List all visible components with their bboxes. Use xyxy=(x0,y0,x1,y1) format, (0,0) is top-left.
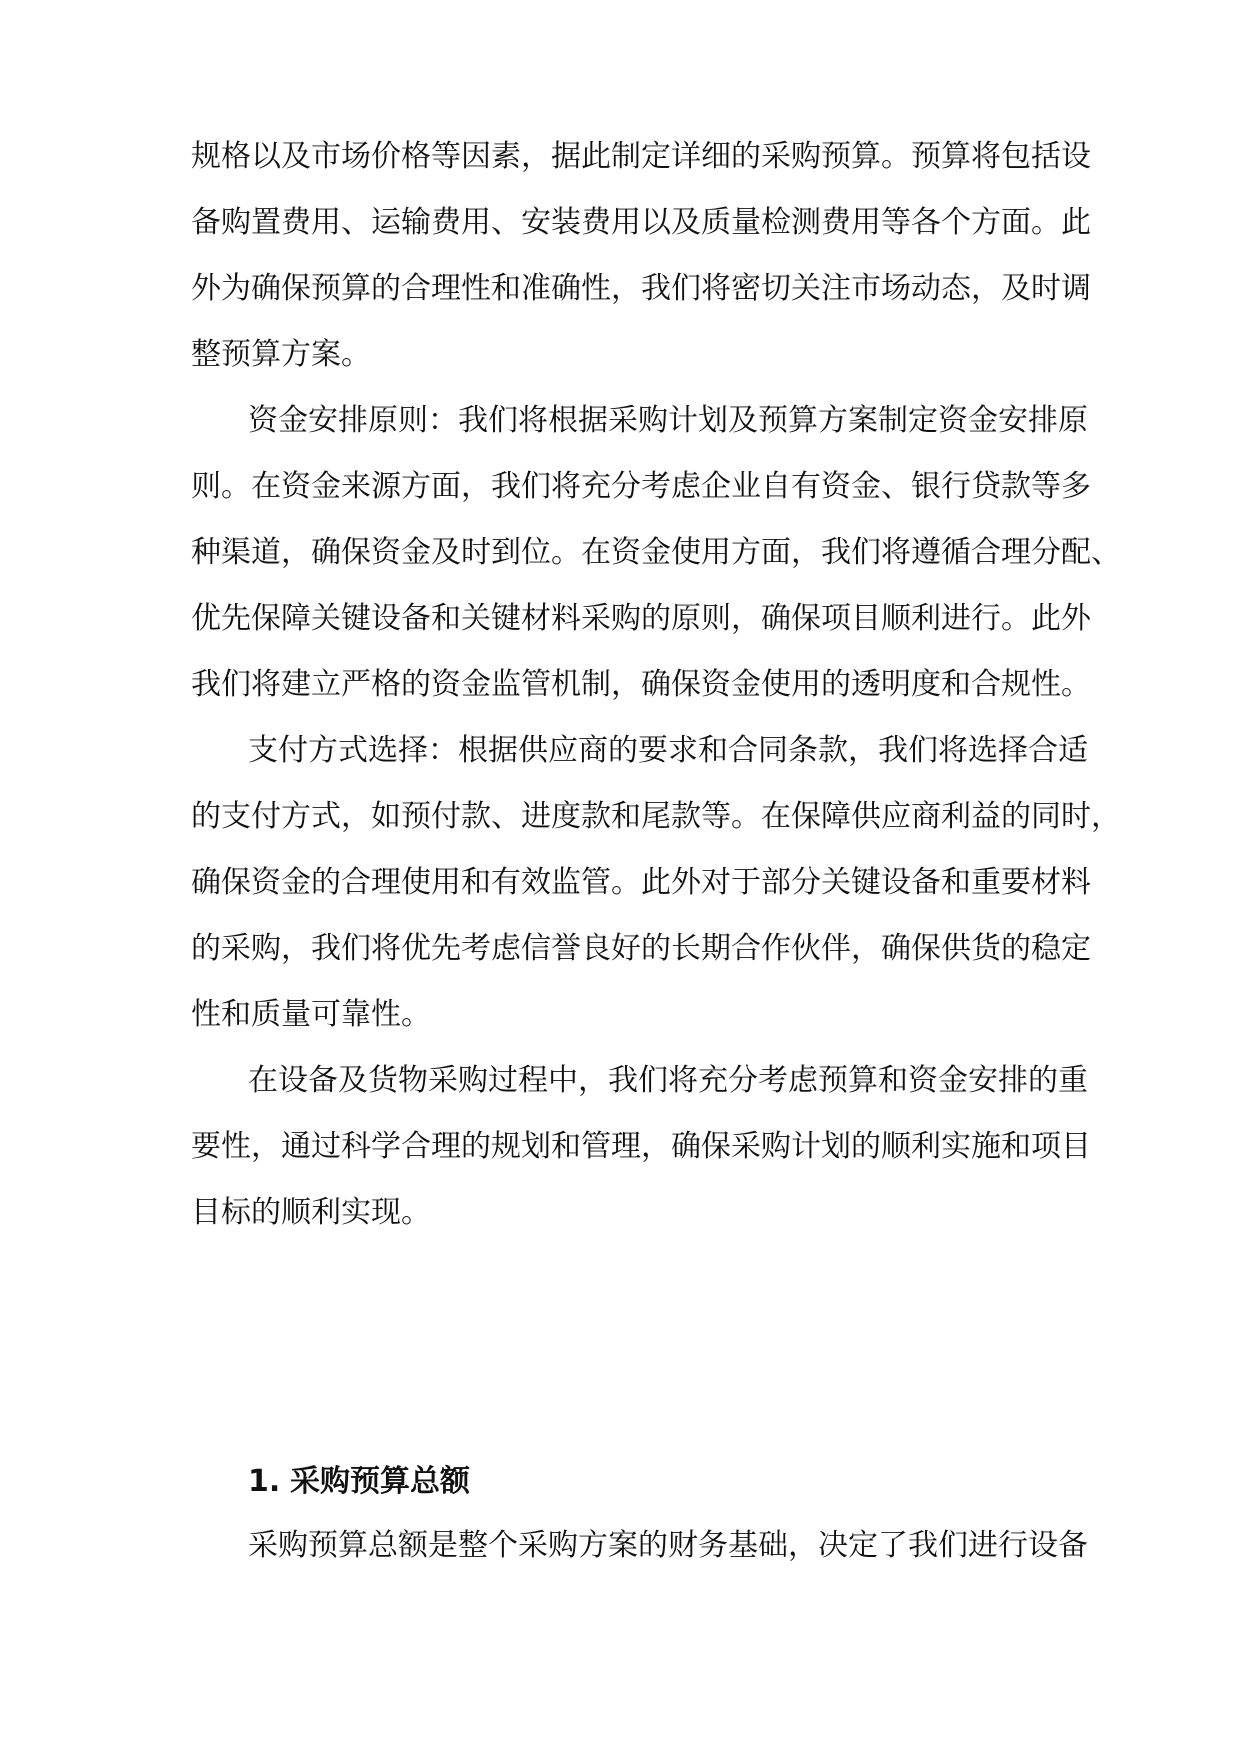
paragraph-3-line-5: 性和质量可靠性。 xyxy=(191,997,431,1032)
paragraph-3-line-4: 的采购，我们将优先考虑信誉良好的长期合作伙伴，确保供货的稳定 xyxy=(191,931,1091,966)
section-heading-title: 采购预算总额 xyxy=(290,1464,470,1499)
paragraph-1-line-4: 整预算方案。 xyxy=(191,337,371,372)
paragraph-1-line-1: 规格以及市场价格等因素，据此制定详细的采购预算。预算将包括设 xyxy=(191,139,1091,174)
paragraph-4-line-2: 要性，通过科学合理的规划和管理，确保采购计划的顺利实施和项目 xyxy=(191,1129,1091,1164)
paragraph-1-line-2: 备购置费用、运输费用、安装费用以及质量检测费用等各个方面。此 xyxy=(191,205,1091,240)
section-heading xyxy=(248,1460,470,1504)
paragraph-4-line-3: 目标的顺利实现。 xyxy=(191,1195,431,1230)
paragraph-3-line-1: 支付方式选择：根据供应商的要求和合同条款，我们将选择合适 xyxy=(248,733,1088,768)
paragraph-3-line-2: 的支付方式，如预付款、进度款和尾款等。在保障供应商利益的同时， xyxy=(191,799,1121,834)
paragraph-3-line-3: 确保资金的合理使用和有效监管。此外对于部分关键设备和重要材料 xyxy=(191,865,1091,900)
paragraph-2-line-4: 优先保障关键设备和关键材料采购的原则，确保项目顺利进行。此外 xyxy=(191,601,1091,636)
paragraph-2-line-2: 则。在资金来源方面，我们将充分考虑企业自有资金、银行贷款等多 xyxy=(191,469,1091,504)
paragraph-2-line-1: 资金安排原则：我们将根据采购计划及预算方案制定资金安排原 xyxy=(248,403,1088,438)
paragraph-2-line-3: 种渠道，确保资金及时到位。在资金使用方面，我们将遵循合理分配、 xyxy=(191,535,1121,570)
paragraph-4-line-1: 在设备及货物采购过程中，我们将充分考虑预算和资金安排的重 xyxy=(248,1063,1088,1098)
section-heading-number: 1. xyxy=(248,1464,281,1499)
paragraph-2-line-5: 我们将建立严格的资金监管机制，确保资金使用的透明度和合规性。 xyxy=(191,667,1091,702)
paragraph-1-line-3: 外为确保预算的合理性和准确性，我们将密切关注市场动态，及时调 xyxy=(191,271,1091,306)
paragraph-5-line-1: 采购预算总额是整个采购方案的财务基础，决定了我们进行设备 xyxy=(248,1528,1088,1563)
